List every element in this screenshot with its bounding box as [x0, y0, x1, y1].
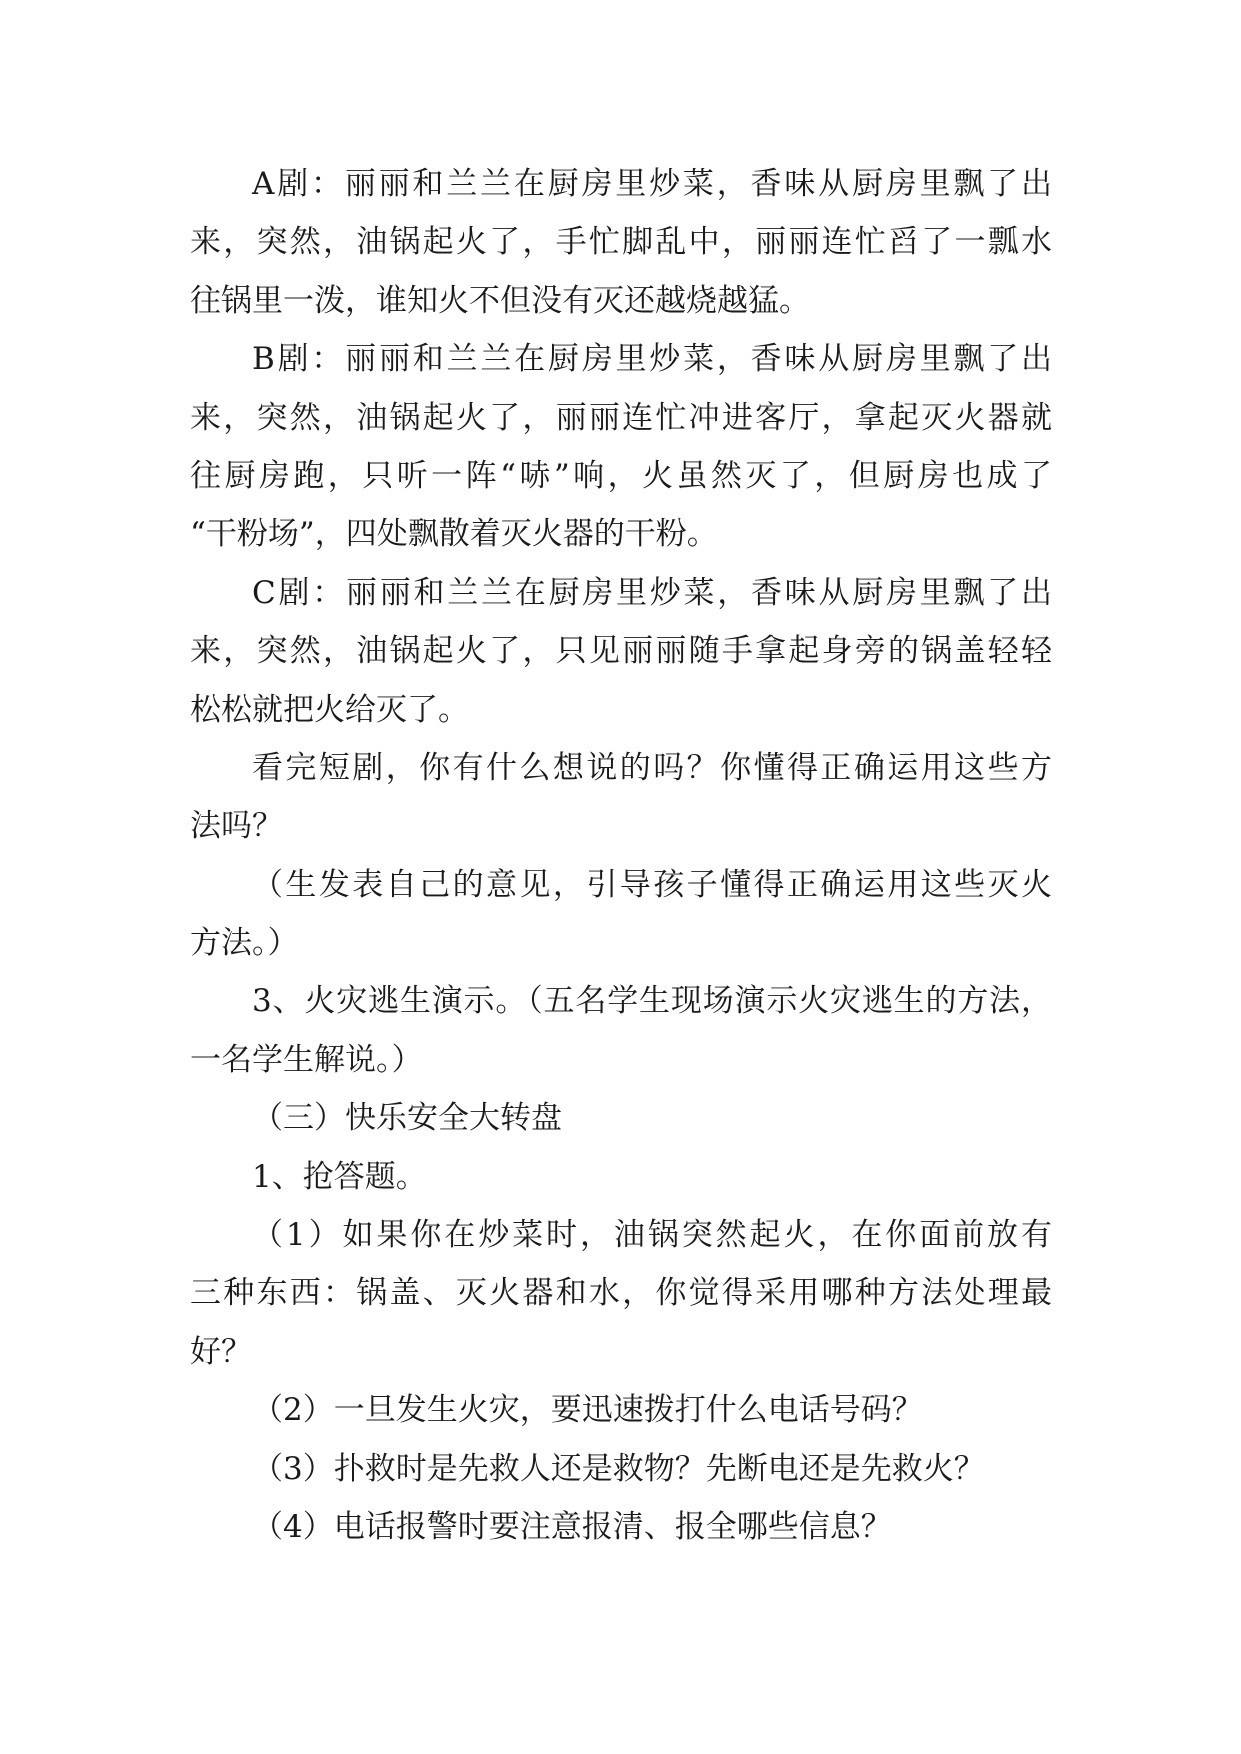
question-1	[190, 1206, 1052, 1381]
paragraph-skit-b	[190, 330, 1052, 564]
paragraph-discussion-question	[190, 739, 1052, 856]
text-line: B剧：丽丽和兰兰在厨房里炒菜，香味从厨房里飘了出	[252, 341, 1052, 378]
paragraph-skit-c	[190, 564, 1052, 739]
paragraph-skit-a	[190, 155, 1052, 330]
text-line: （2）一旦发生火灾，要迅速拨打什么电话号码？	[252, 1392, 923, 1429]
text-line: 3、火灾逃生演示。（五名学生现场演示火灾逃生的方法，	[252, 983, 1052, 1020]
text-line: 三种东西：锅盖、灭火器和水，你觉得采用哪种方法处理最	[190, 1275, 1052, 1312]
document-body	[190, 155, 1052, 1556]
question-4	[190, 1498, 1052, 1556]
section-heading	[190, 1089, 1052, 1147]
text-line: C剧：丽丽和兰兰在厨房里炒菜，香味从厨房里飘了出	[252, 574, 1052, 611]
text-line: 来，突然，油锅起火了，丽丽连忙冲进客厅，拿起灭火器就	[190, 399, 1052, 436]
text-line: 一名学生解说。）	[190, 1041, 423, 1078]
text-line: 来，突然，油锅起火了，手忙脚乱中，丽丽连忙舀了一瓢水	[190, 224, 1052, 261]
question-3	[190, 1440, 1052, 1498]
heading-text: （三）快乐安全大转盘	[252, 1100, 562, 1137]
text-line: “干粉场”，四处飘散着灭火器的干粉。	[190, 516, 718, 553]
text-line: 法吗？	[190, 808, 283, 845]
text-line: 往厨房跑，只听一阵“哧”响，火虽然灭了，但厨房也成了	[190, 457, 1052, 494]
text-line: 看完短剧，你有什么想说的吗？你懂得正确运用这些方	[252, 749, 1052, 786]
heading-text: 1、抢答题。	[252, 1158, 427, 1195]
subsection-heading	[190, 1148, 1052, 1206]
question-2	[190, 1381, 1052, 1439]
text-line: 来，突然，油锅起火了，只见丽丽随手拿起身旁的锅盖轻轻	[190, 633, 1052, 670]
text-line: （1）如果你在炒菜时，油锅突然起火，在你面前放有	[252, 1217, 1052, 1254]
paragraph-teacher-note	[190, 856, 1052, 973]
paragraph-fire-escape-demo	[190, 972, 1052, 1089]
text-line: （4）电话报警时要注意报清、报全哪些信息？	[252, 1508, 892, 1545]
text-line: 往锅里一泼，谁知火不但没有灭还越烧越猛。	[190, 282, 810, 319]
text-line: 松松就把火给灭了。	[190, 691, 469, 728]
text-line: （生发表自己的意见，引导孩子懂得正确运用这些灭火	[252, 866, 1052, 903]
text-line: A剧：丽丽和兰兰在厨房里炒菜，香味从厨房里飘了出	[252, 166, 1052, 202]
text-line: 方法。）	[190, 925, 299, 962]
text-line: （3）扑救时是先救人还是救物？先断电还是先救火？	[252, 1450, 985, 1487]
text-line: 好？	[190, 1333, 252, 1370]
